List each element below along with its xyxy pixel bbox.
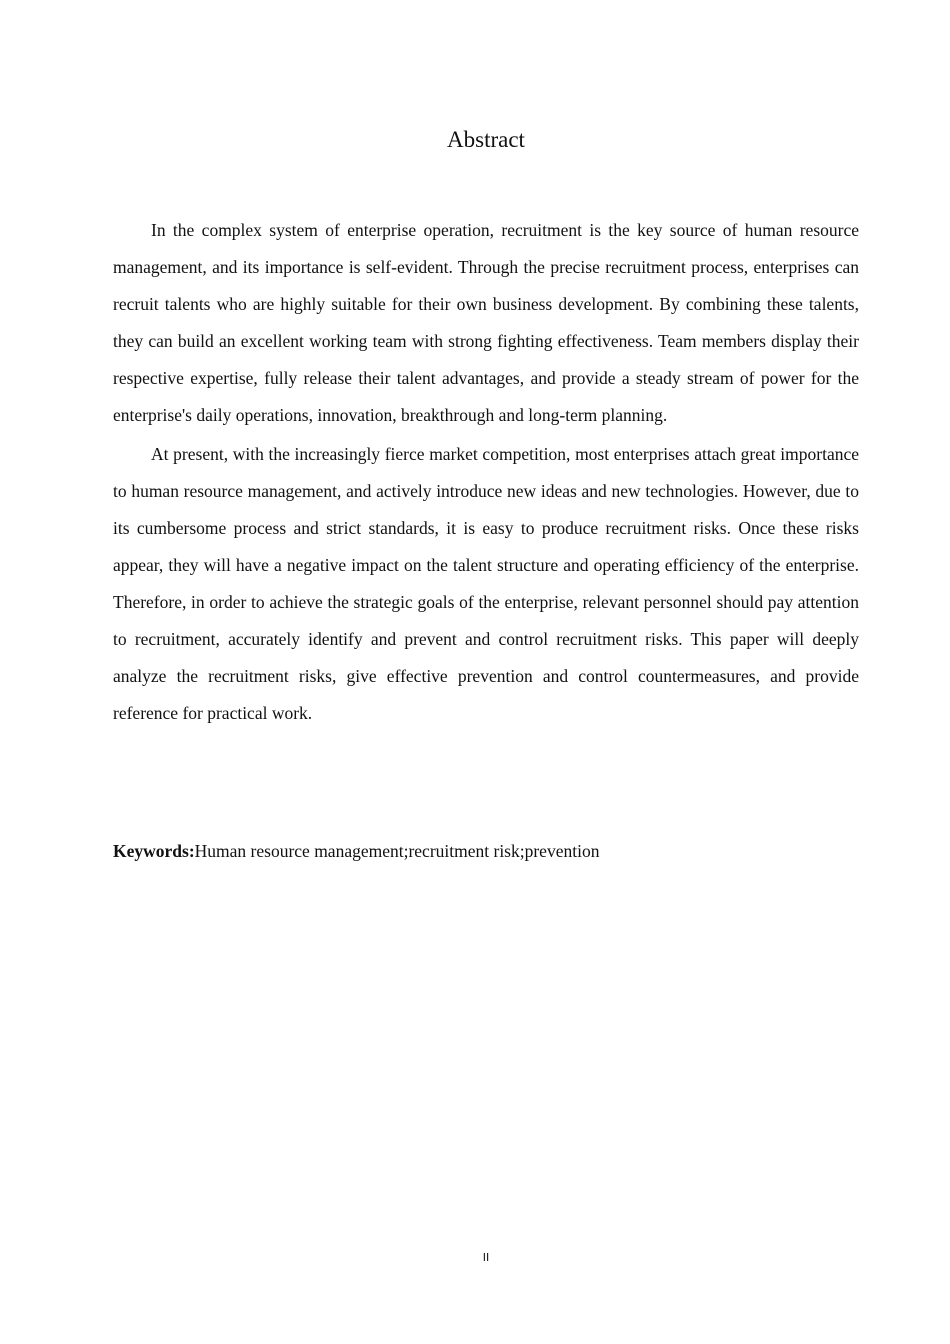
abstract-body [113,212,859,732]
keywords-line [113,834,859,868]
abstract-paragraph-2: At present, with the increasingly fierce market competition, most enterprises attach great importance to human resource management, and actively introduce new ideas and new technologies. However, due to its cumbersome process and strict standards, it is easy to produce recruitment risks. Once these risks appear, they will have a negative impact on the talent structure and operating efficiency of the enterprise. Therefore, in order to achieve the strategic goals of the enterprise, relevant personnel should pay attention to recruitment, accurately identify and prevent and control recruitment risks. This paper will deeply analyze the recruitment risks, give effective prevention and control countermeasures, and provide reference for practical work. [113,444,859,723]
keywords-value: Human resource management;recruitment risk;prevention [194,841,600,861]
page-number: II [482,1251,490,1264]
abstract-paragraph-1: In the complex system of enterprise operation, recruitment is the key source of human resource management, and its importance is self-evident. Through the precise recruitment process, enterprises can recruit talents who are highly suitable for their own business development. By combining these talents, they can build an excellent working team with strong fighting effectiveness. Team members display their respective expertise, fully release their talent advantages, and provide a steady stream of power for the enterprise's daily operations, innovation, breakthrough and long-term planning. [113,220,859,425]
keywords-label: Keywords: [113,841,195,861]
page-title: Abstract [447,127,525,152]
